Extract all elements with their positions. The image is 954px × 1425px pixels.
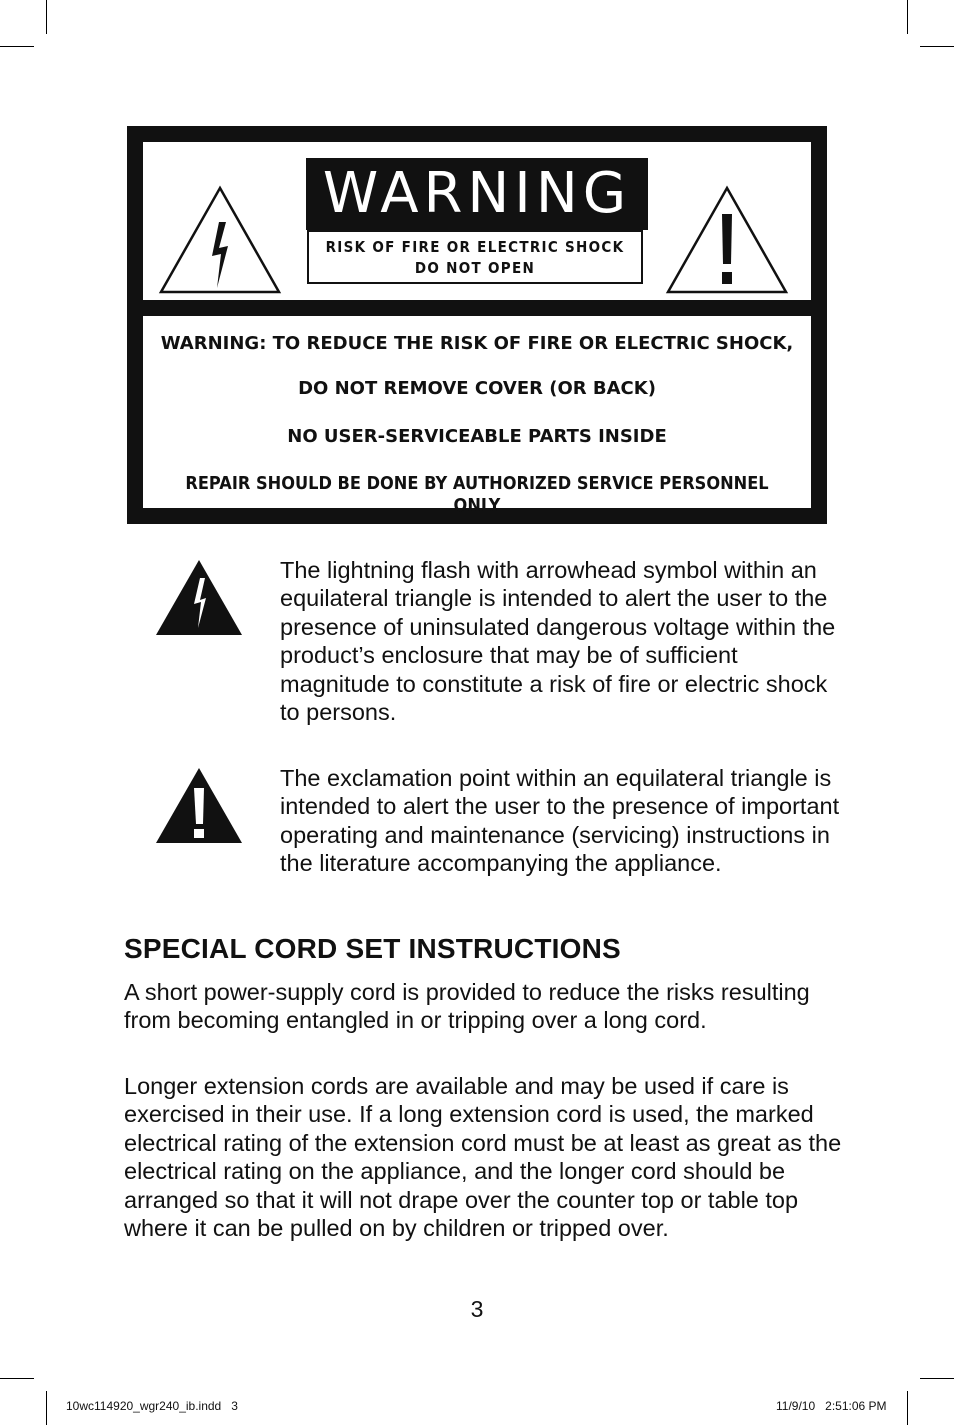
lightning-warning-icon [156,560,242,636]
warning-subtitle-line2: DO NOT OPEN [414,259,536,277]
warning-line-2: DO NOT REMOVE COVER (OR BACK) [298,378,656,399]
warning-title-block [306,158,648,286]
crop-mark [0,1378,34,1379]
crop-mark [907,0,908,34]
crop-mark [920,46,954,47]
warning-line-3: NO USER-SERVICEABLE PARTS INSIDE [287,426,667,447]
crop-mark [907,1391,908,1425]
warning-title: WARNING [306,158,648,230]
crop-mark [0,46,34,47]
cord-paragraph-2: Longer extension cords are available and may be used if care is exercised in their use. If a long extension cord is used, the marked electrical rating of the extension cord must be at least as great as the electrical rating on the appliance, and the longer cord should be arranged so that it will not drape over the counter top or table top where it can be pulled on by children or tripped over. [124,1073,842,1242]
crop-mark [46,1391,47,1425]
warning-label-body [143,316,811,516]
warning-subtitle-line1: RISK OF FIRE OR ELECTRIC SHOCK [325,238,625,256]
exclamation-triangle-icon [664,184,790,296]
file-slug: 10wc114920_wgr240_ib.indd 3 [66,1399,238,1413]
warning-label [127,126,827,524]
crop-mark [920,1378,954,1379]
page-number: 3 [470,1296,484,1322]
date-slug: 11/9/10 2:51:06 PM [776,1399,887,1413]
crop-mark [46,0,47,34]
exclamation-symbol-description: The exclamation point within an equilateral triangle is intended to alert the user to the presence of important operating and maintenance (servicing) instructions in the literature accompanying the appliance. [280,765,840,877]
warning-line-1: WARNING: TO REDUCE THE RISK OF FIRE OR ELECTRIC SHOCK, [160,333,794,354]
lightning-symbol-description: The lightning flash with arrowhead symbol within an equilateral triangle is intended to alert the user to the presence of uninsulated dangerous voltage within the product’s enclosure that may be of sufficient magnitude to constitute a risk of fire or electric shock to persons. [280,557,836,726]
warning-line-4: REPAIR SHOULD BE DONE BY AUTHORIZED SERVICE PERSONNEL ONLY [185,473,769,516]
exclamation-warning-icon [156,768,242,844]
section-heading: SPECIAL CORD SET INSTRUCTIONS [124,933,621,964]
warning-subtitle-box [307,230,643,284]
warning-label-header [143,142,811,300]
lightning-triangle-icon [157,184,283,296]
cord-paragraph-1: A short power-supply cord is provided to reduce the risks resulting from becoming entangled in or tripping over a long cord. [124,979,810,1034]
